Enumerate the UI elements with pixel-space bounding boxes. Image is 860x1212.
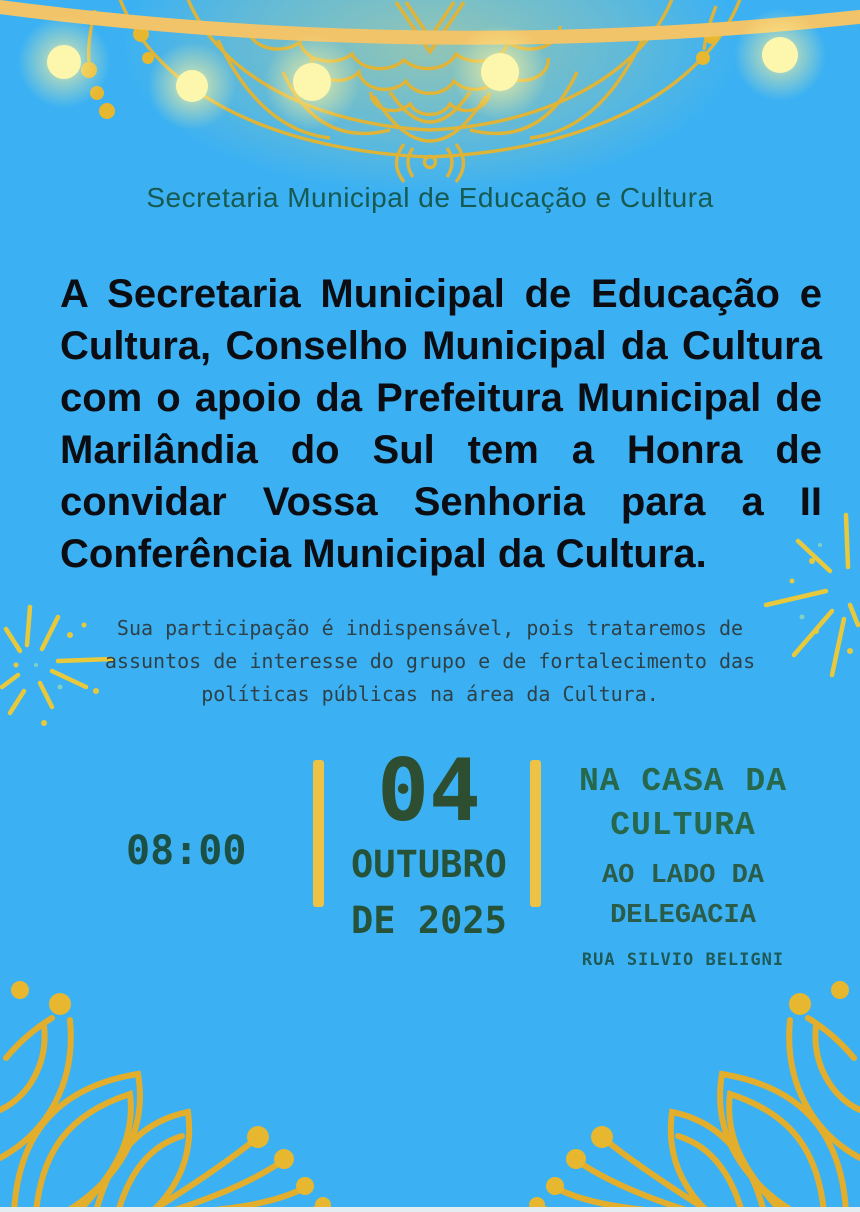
note-line: Sua participação é indispensável, pois trataremos de <box>116 616 744 640</box>
note-line: assuntos de interesse do grupo e de fortalecimento das <box>104 649 756 673</box>
venue-line: NA CASA DA <box>578 763 788 800</box>
invitation-line: com o apoio da Prefeitura Municipal de <box>60 376 822 420</box>
event-month: OUTUBRO <box>351 843 507 886</box>
invitation-line: Conferência Municipal da Cultura. <box>60 532 707 576</box>
organization-title: Secretaria Municipal de Educação e Cultura <box>146 182 714 213</box>
venue-detail <box>553 856 813 936</box>
invitation-line: Cultura, Conselho Municipal da Cultura <box>60 324 822 368</box>
invitation-text <box>60 268 822 580</box>
invitation-line: A Secretaria Municipal de Educação e <box>60 272 822 316</box>
note-line: políticas públicas na área da Cultura. <box>201 682 659 706</box>
bottom-edge-strip <box>0 1207 860 1212</box>
event-time: 08:00 <box>126 828 247 874</box>
venue-line: CULTURA <box>610 807 756 844</box>
event-venue <box>553 760 813 970</box>
divider-bar-left <box>313 760 324 907</box>
venue-detail-line: DELEGACIA <box>610 901 756 931</box>
invitation-line: convidar Vossa Senhoria para a II <box>60 480 822 524</box>
invitation-line: Marilândia do Sul tem a Honra de <box>60 428 822 472</box>
corner-mandala-right <box>529 981 860 1212</box>
divider-bar-right <box>530 760 541 907</box>
venue-address: RUA SILVIO BELIGNI <box>581 950 785 970</box>
event-year: DE 2025 <box>351 899 507 942</box>
venue-detail-line: AO LADO DA <box>601 861 765 891</box>
event-date <box>330 741 528 942</box>
participation-note <box>60 612 800 711</box>
venue-name <box>553 760 813 848</box>
corner-mandala-left <box>0 981 331 1212</box>
corner-mandala-ornaments <box>0 962 860 1212</box>
event-day: 04 <box>377 741 481 841</box>
